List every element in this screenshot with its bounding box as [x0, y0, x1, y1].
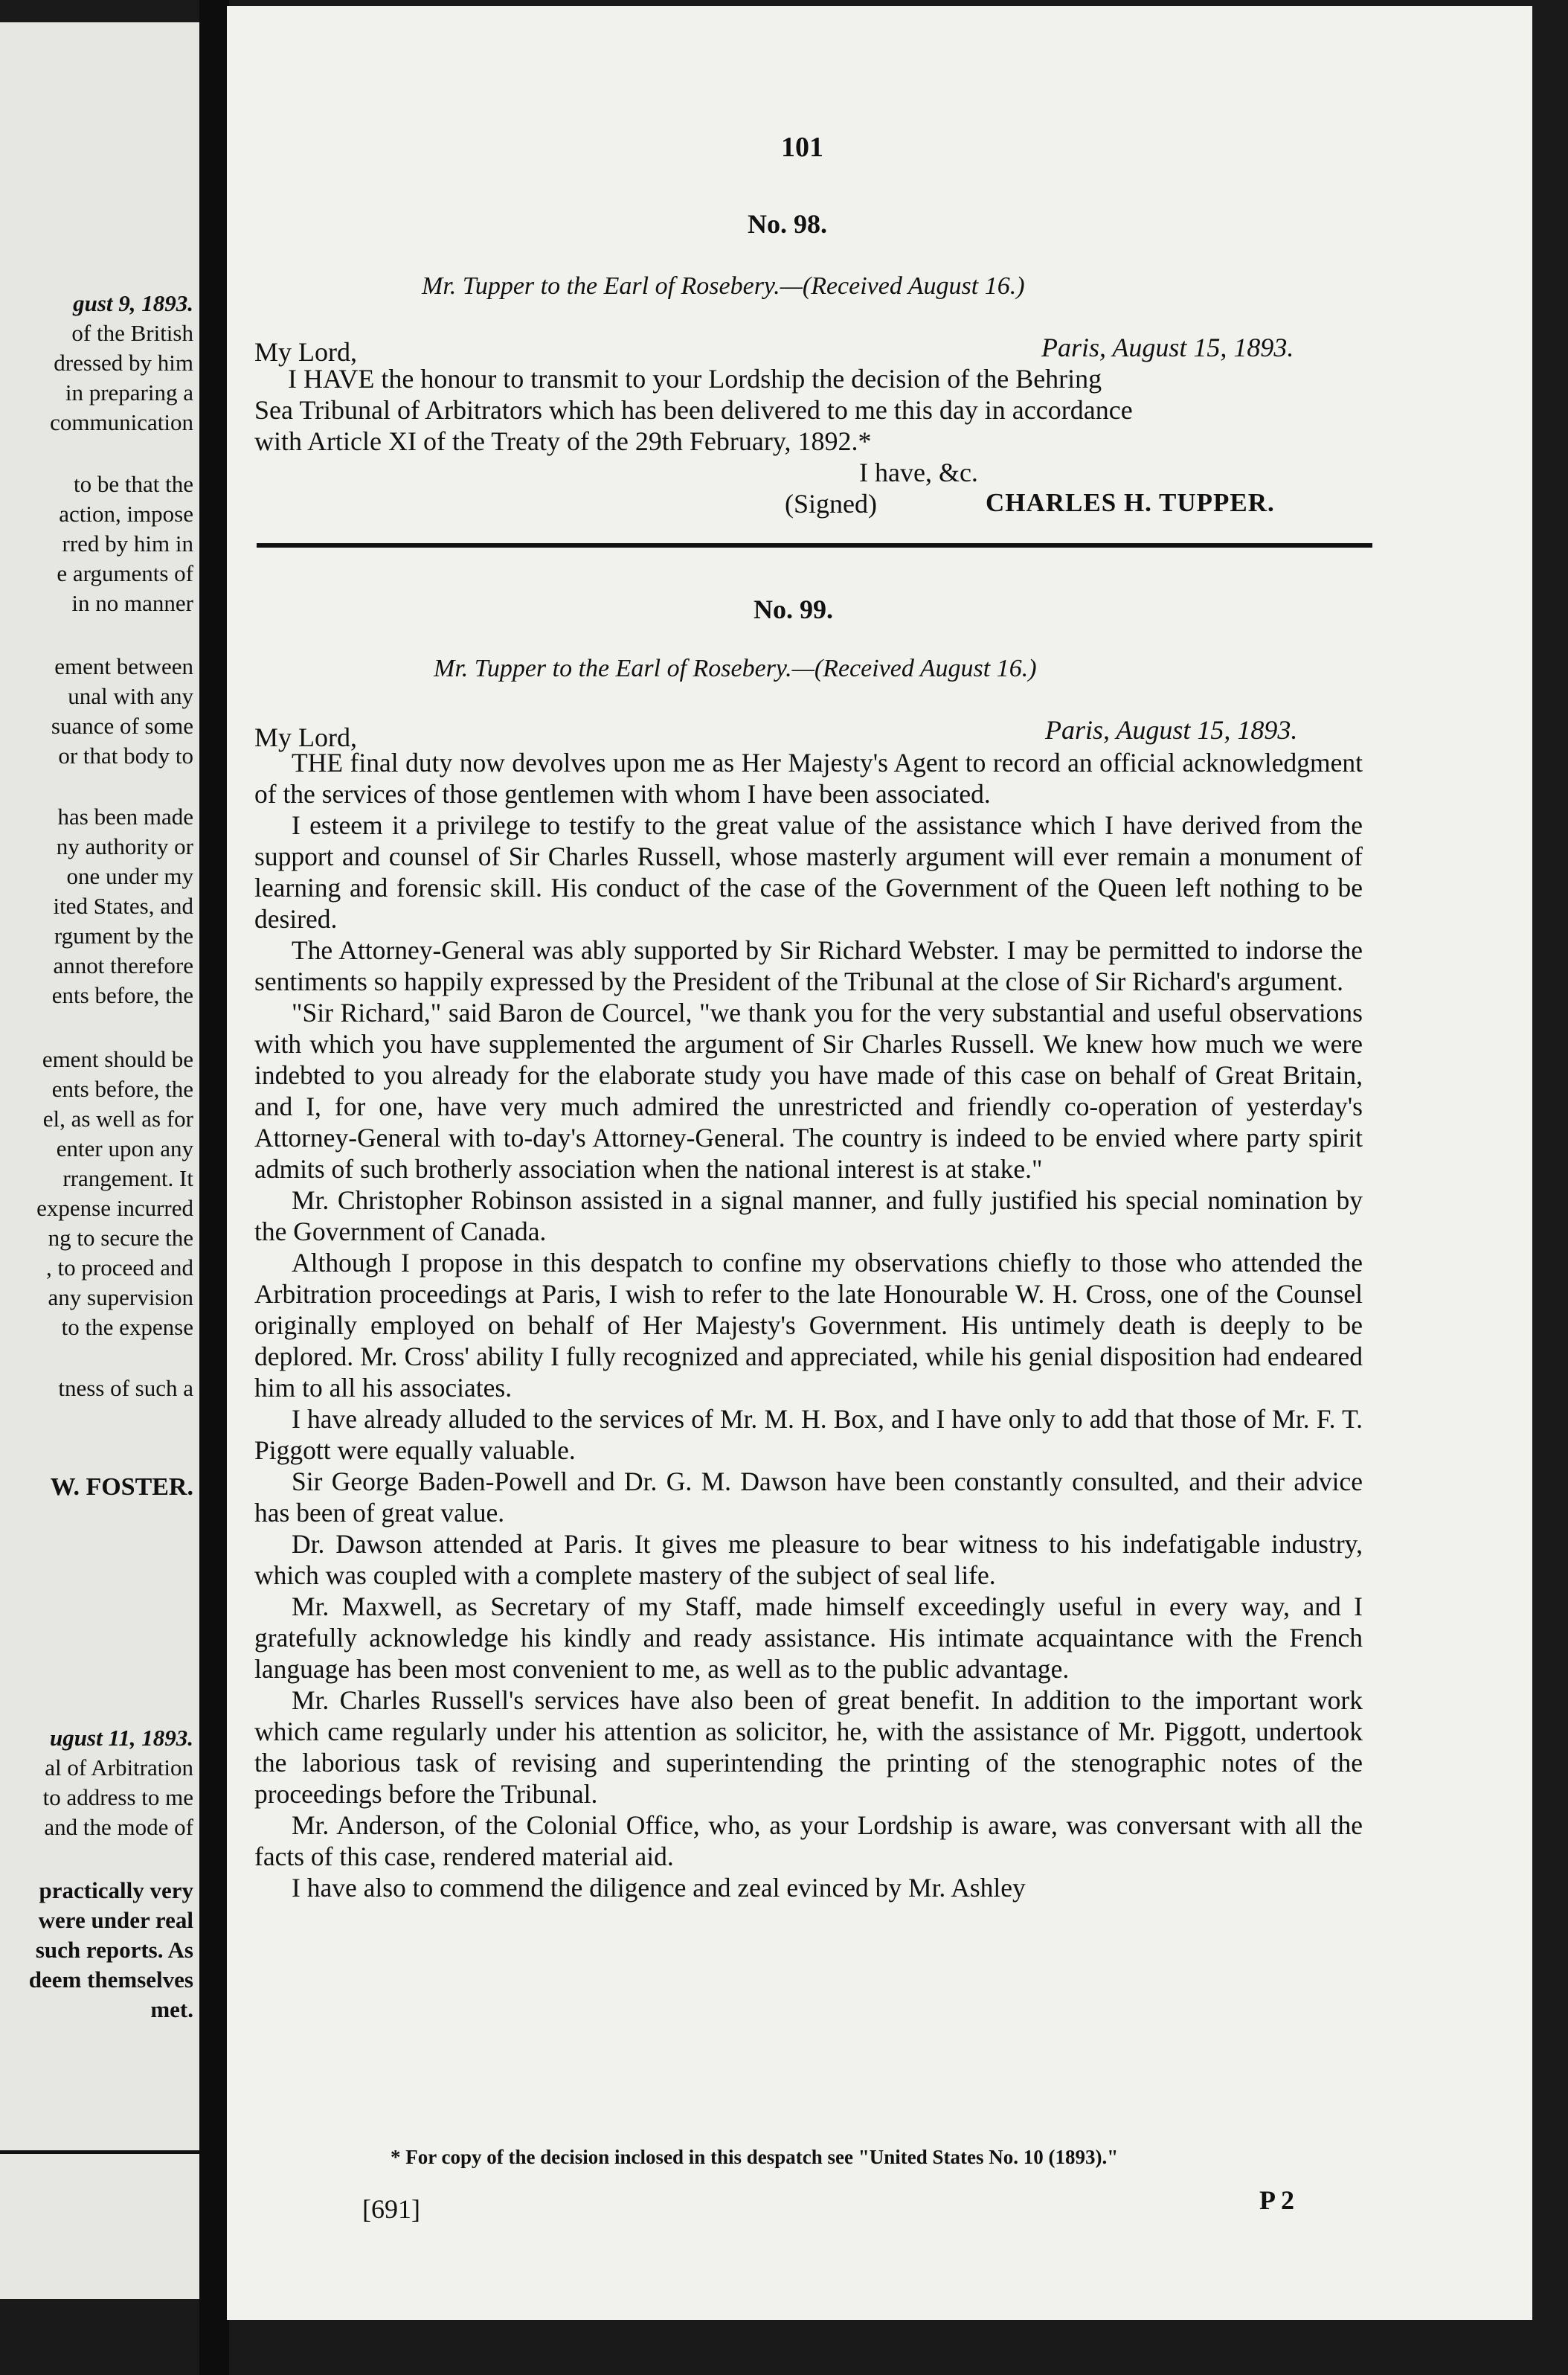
paragraph: I esteem it a privilege to testify to the great value of the assistance which I have derived from the support and counsel of Sir Charles Russell, whose masterly argument will ever remain a monument of learning and forensic skill. His conduct of the case of the Government of the Queen left nothing to be desired. — [254, 810, 1363, 934]
letter-98-heading: Mr. Tupper to the Earl of Rosebery.—(Received August 16.) — [422, 272, 1025, 300]
letter-98-signed: (Signed) — [785, 489, 877, 519]
facing-page-line: ents before, the — [51, 1076, 193, 1102]
facing-page-line: and the mode of — [44, 1814, 193, 1840]
facing-page-line: to address to me — [42, 1784, 193, 1810]
facing-page-line: al of Arbitration — [45, 1754, 193, 1781]
facing-page-line: , to proceed and — [46, 1254, 193, 1281]
signature-mark: [691] — [362, 2194, 420, 2224]
facing-page-line: were under real — [38, 1907, 193, 1933]
facing-page-line: rrangement. It — [62, 1165, 193, 1191]
paragraph: Although I propose in this despatch to confine my observations chiefly to those who attended the Arbitration proceedings at Paris, I wish to refer to the late Honourable W. H. Cross, one of the Counsel originally employed on behalf of Her Majesty's Government. His untimely death is deeply to be deplored. Mr. Cross' ability I fully recognized and appreciated, while his genial disposition had endeared him to all his associates. — [254, 1248, 1363, 1403]
paragraph: I have already alluded to the services of Mr. M. H. Box, and I have only to add that those of Mr. F. T. Piggott were equally valuable. — [254, 1404, 1363, 1465]
facing-page-line: to be that the — [74, 471, 193, 497]
facing-page-line: el, as well as for — [42, 1106, 193, 1132]
main-page — [227, 6, 1532, 2320]
section-divider — [257, 543, 1372, 548]
facing-page-line: enter upon any — [56, 1135, 193, 1161]
facing-page-line: gust 9, 1893. — [73, 290, 193, 316]
facing-page-line: ement between — [54, 653, 193, 679]
facing-page-rule — [0, 2150, 201, 2154]
letter-98-place-date: Paris, August 15, 1893. — [1041, 333, 1294, 362]
facing-page-line: dressed by him — [54, 350, 193, 376]
letter-98-number: No. 98. — [748, 209, 827, 239]
facing-page-line: met. — [150, 1996, 193, 2022]
facing-page-line: such reports. As — [35, 1937, 193, 1963]
facing-page-line: ents before, the — [51, 982, 193, 1008]
facing-page-line: or that body to — [58, 743, 193, 769]
facing-page-line: ny authority or — [56, 833, 193, 859]
facing-page — [0, 22, 201, 2299]
facing-page-line: e arguments of — [57, 560, 193, 586]
paragraph: The Attorney-General was ably supported by Sir Richard Webster. I may be permitted to indorse the sentiments so happily expressed by the President of the Tribunal at the close of Sir Richard's argument. — [254, 935, 1363, 996]
facing-page-line: has been made — [57, 804, 193, 830]
letter-99-body — [254, 747, 1363, 1903]
footnote: * For copy of the decision inclosed in this despatch see "United States No. 10 (1893)." — [391, 2146, 1119, 2168]
paragraph: Mr. Charles Russell's services have also been of great benefit. In addition to the important work which came regularly under his attention as solicitor, he, with the assistance of Mr. Piggott, undertook the laborious task of revising and superintending the printing of the stenographic notes of the proceedings before the Tribunal. — [254, 1685, 1363, 1809]
letter-98-line-2: Sea Tribunal of Arbitrators which has been delivered to me this day in accordance — [254, 395, 1133, 425]
paragraph: I have also to commend the diligence and zeal evinced by Mr. Ashley — [292, 1873, 1026, 1903]
paragraph: Mr. Christopher Robinson assisted in a signal manner, and fully justified his special nomination by the Government of Canada. — [254, 1185, 1363, 1246]
facing-page-line: of the British — [71, 320, 193, 346]
letter-98-salutation: My Lord, — [254, 337, 357, 367]
sheet-mark: P 2 — [1259, 2185, 1295, 2215]
facing-page-line: to the expense — [61, 1314, 193, 1340]
facing-page-line: ng to secure the — [48, 1225, 193, 1251]
facing-page-line: communication — [50, 409, 193, 435]
facing-page-line: annot therefore — [53, 952, 193, 978]
facing-page-line: rred by him in — [62, 531, 193, 557]
facing-page-line: deem themselves — [28, 1967, 193, 1993]
facing-page-line: in no manner — [71, 590, 193, 616]
page-number: 101 — [781, 132, 823, 163]
letter-98-line-3: with Article XI of the Treaty of the 29th February, 1892.* — [254, 426, 872, 456]
facing-page-line: in preparing a — [65, 379, 193, 406]
letter-98-signature: CHARLES H. TUPPER. — [986, 488, 1275, 517]
letter-98-line-1: I HAVE the honour to transmit to your Lordship the decision of the Behring — [288, 364, 1102, 394]
letter-99-place-date: Paris, August 15, 1893. — [1045, 715, 1298, 745]
letter-98-closing: I have, &c. — [859, 458, 978, 487]
paragraph: Mr. Anderson, of the Colonial Office, who, as your Lordship is aware, was conversant with all the facts of this case, rendered material aid. — [254, 1810, 1363, 1871]
paragraph: "Sir Richard," said Baron de Courcel, "we thank you for the very substantial and useful observations with which you have supplemented the argument of Sir Charles Russell. We knew how much we were indebted to you already for the elaborate study you have made of this case on behalf of Great Britain, and I, for one, have very much admired the unrestricted and friendly co-operation of yesterday's Attorney-General with to-day's Attorney-General. The country is indeed to be envied where party spirit admits of such brotherly association when the national interest is at stake." — [254, 998, 1363, 1184]
facing-page-line: action, impose — [59, 501, 193, 527]
facing-page-line: expense incurred — [36, 1195, 193, 1221]
page-gutter — [199, 0, 229, 2375]
facing-page-line: one under my — [66, 863, 193, 889]
letter-99-salutation: My Lord, — [254, 722, 357, 752]
letter-99-number: No. 99. — [754, 594, 833, 624]
facing-page-line: ement should be — [42, 1046, 193, 1072]
facing-page-line: practically very — [39, 1877, 193, 1903]
facing-page-line: rgument by the — [54, 923, 193, 949]
facing-page-line: ugust 11, 1893. — [50, 1725, 193, 1751]
facing-page-line: W. FOSTER. — [50, 1473, 193, 1501]
facing-page-line: ited States, and — [53, 893, 193, 919]
facing-page-line: any supervision — [48, 1284, 193, 1310]
paragraph: THE final duty now devolves upon me as Her Majesty's Agent to record an official acknowledgment of the services of those gentlemen with whom I have been associated. — [254, 748, 1363, 809]
letter-99-heading: Mr. Tupper to the Earl of Rosebery.—(Received August 16.) — [434, 655, 1037, 682]
facing-page-line: suance of some — [51, 713, 193, 739]
paragraph: Dr. Dawson attended at Paris. It gives me pleasure to bear witness to his indefatigable industry, which was coupled with a complete mastery of the subject of seal life. — [254, 1529, 1363, 1590]
paragraph: Sir George Baden-Powell and Dr. G. M. Dawson have been constantly consulted, and their advice has been of great value. — [254, 1467, 1363, 1528]
paragraph: Mr. Maxwell, as Secretary of my Staff, made himself exceedingly useful in every way, and I gratefully acknowledge his kindly and ready assistance. His intimate acquaintance with the French language has been most convenient to me, as well as to the public advantage. — [254, 1592, 1363, 1684]
facing-page-line: tness of such a — [58, 1375, 193, 1401]
facing-page-line: unal with any — [68, 683, 193, 709]
